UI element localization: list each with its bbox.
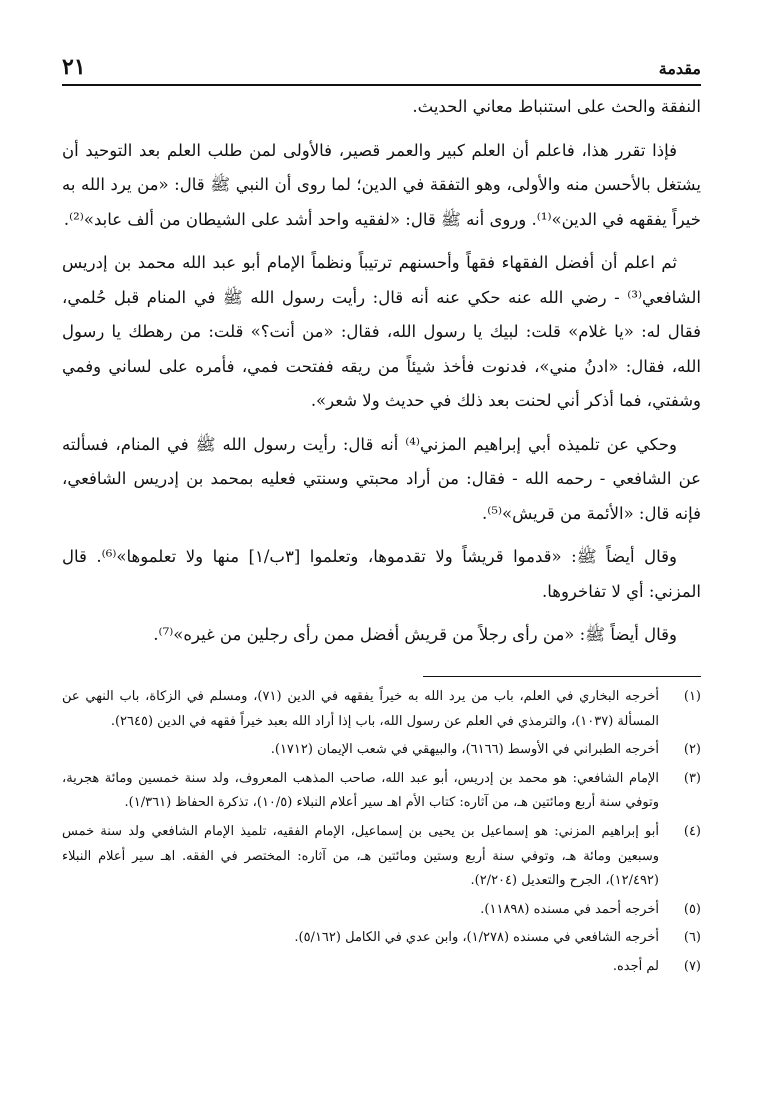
footnote-divider [423,676,701,677]
footnote-number: (٧) [683,958,701,974]
footnote [62,898,701,923]
paragraph: ثم اعلم أن أفضل الفقهاء فقهاً وأحسنهم ترتيباً ونظماً الإمام أبو عبد الله محمد بن إدريس الشافعي⁽³⁾ - رضي الله عنه حكي عنه أنه قال: رأيت رسول الله ﷺ في المنام قبل حُلمي، فقال له: «يا غلام» قلت: لبيك يا رسول الله، فقال: «من أنت؟» قلت: من رهطك يا رسول الله، فقال: «ادنُ مني»، فدنوت فأخذ شيئاً من ريقه ففتحت فمي، فأمره على لساني وفمي وشفتي، فما أذكر أني لحنت بعد ذلك في حديث ولا شعر». [62,253,701,410]
footnote-text: الإمام الشافعي: هو محمد بن إدريس، أبو عبد الله، صاحب المذهب المعروف، ولد سنة خمسين ومائة هجرية، وتوفي سنة أربع ومائتين هـ، من آثاره: كتاب الأم اهـ سير أعلام النبلاء (١٠/٥)، تذكرة الحفاظ (١/٣٦١). [62,770,659,811]
footnote [62,685,701,734]
footnote-text: لم أجده. [612,958,659,974]
footnote-number: (٤) [683,823,701,839]
footnote-number: (٢) [683,742,701,758]
footnote-number: (٦) [683,930,701,946]
footnote-number: (٥) [683,901,701,917]
footnote-number: (١) [683,689,701,704]
paragraph: فإذا تقرر هذا، فاعلم أن العلم كبير والعمر قصير، فالأولى لمن طلب العلم بعد التوحيد أن يشتغل بالأحسن منه والأولى، وهو التفقة في الدين؛ لما روى أن النبي ﷺ قال: «من يرد الله به خيراً يفقهه في الدين»⁽¹⁾. وروى أنه ﷺ قال: «لفقيه واحد أشد على الشيطان من ألف عابد»⁽²⁾. [62,140,701,229]
footnote-text: أخرجه البخاري في العلم، باب من يرد الله به خيراً يفقهه في الدين (٧١)، ومسلم في الزكاة، باب النهي عن المسألة (١٠٣٧)، والترمذي في العلم عن رسول الله، باب إذا أراد الله بعبد خيراً فقهه في الدين (٢٦٤٥). [62,689,659,729]
paragraph: النفقة والحث على استنباط معاني الحديث. [412,97,701,116]
main-text [62,90,701,662]
footnote [62,926,701,951]
paragraph: وقال أيضاً ﷺ: «قدموا قريشاً ولا تقدموها، وتعلموا [٣ب/١] منها ولا تعلموها»⁽⁶⁾. قال المزني: أي لا تفاخروها. [62,547,701,601]
footnote-text: أخرجه أحمد في مسنده (١١٨٩٨). [480,901,659,917]
page-number: ٢١ [62,54,86,80]
footnote [62,955,701,980]
footnote [62,820,701,894]
footnote-text: أخرجه الشافعي في مسنده (١/٢٧٨)، وابن عدي في الكامل (٥/١٦٢). [294,930,659,946]
footnotes [62,685,701,984]
page-header [62,48,701,86]
footnote [62,767,701,816]
section-title: مقدمة [658,59,701,78]
footnote-text: أبو إبراهيم المزني: هو إسماعيل بن يحيى بن إسماعيل، الإمام الفقيه، تلميذ الإمام الشافعي ولد سنة خمس وسبعين ومائة هـ، وتوفي سنة أربع وستين ومائتين هـ، من آثاره: المختصر في الفقه. اهـ سير أعلام النبلاء (١٢/٤٩٢)، الجرح والتعديل (٢/٢٠٤). [62,823,659,889]
footnote [62,738,701,763]
footnote-text: أخرجه الطبراني في الأوسط (٦١٦٦)، والبيهقي في شعب الإيمان (١٧١٢). [270,742,659,758]
paragraph: وحكي عن تلميذه أبي إبراهيم المزني⁽⁴⁾ أنه قال: رأيت رسول الله ﷺ في المنام، فسألته عن الشافعي - رحمه الله - فقال: من أراد محبتي وسنتي فعليه بمحمد بن إدريس الشافعي، فإنه قال: «الأئمة من قريش»⁽⁵⁾. [62,434,701,523]
footnote-number: (٣) [683,770,701,786]
paragraph: وقال أيضاً ﷺ: «من رأى رجلاً من قريش أفضل ممن رأى رجلين من غيره»⁽⁷⁾. [153,625,677,644]
book-page [62,0,701,1093]
